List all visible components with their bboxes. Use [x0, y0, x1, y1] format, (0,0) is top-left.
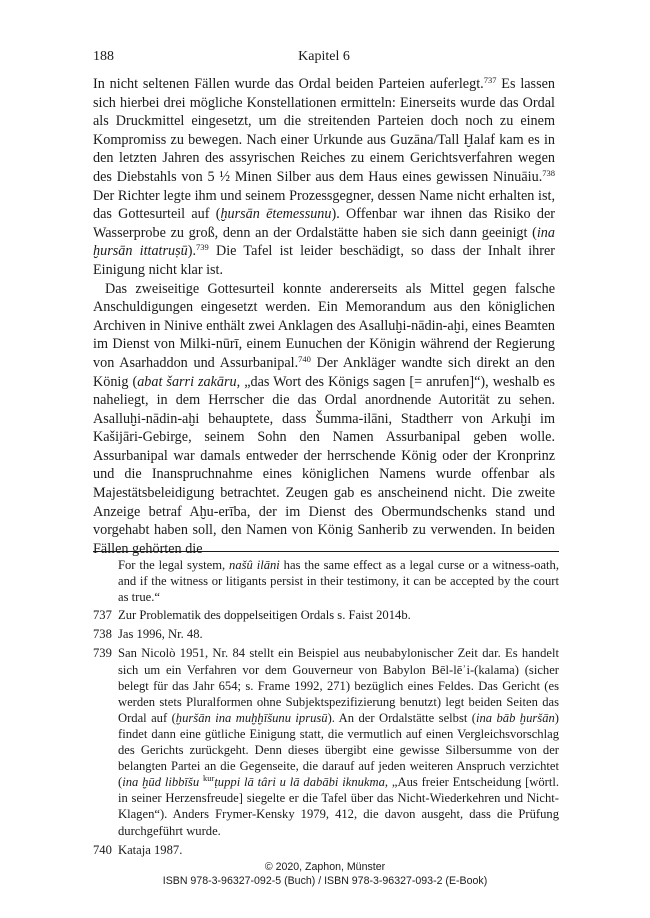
paragraph-2: Das zweiseitige Gottesurteil konnte andererseits als Mittel gegen falsche Anschuldigungen eingesetzt werden. Ein Memorandum aus den königlichen Archiven in Ninive enthält zwei Anklagen des Asalluḫi-nādin-aḫi, eines Beamten im Dienst von Milki-nūrī, einem Eunuchen der Königin während der Regierung von Asarhaddon und Assurbanipal.$^{740}$ Der Ankläger wandte sich direkt an den König (abat šarri zakāru, „das Wort des Königs sagen [= anrufen]“), weshalb es naheliegt, in dem Herrscher die das Ordal anordnende Autorität zu sehen. Asalluḫi-nādin-aḫi behauptete, dass Šumma-ilāni, Stadtherr von Arkuḫi im Kašijāri-Gebirge, seinem Sohn den Namen Assurbanipal geben wolle. Assurbanipal war damals entweder der herrschende König oder der Kronprinz und die Inanspruchnahme eines königlichen Namens wurde offenbar als Majestätsbeleidigung betrachtet. Zeugen gab es anscheinend nicht. Die zweite Anzeige betraf Aḫu-erība, der im Dienst des Obermundschenks stand und vorgehabt haben soll, den Namen von König Sanherib zu verwenden. In beiden Fällen gehörten die: [93, 280, 556, 557]
footnotes: [93, 557, 559, 861]
footnote-ref-737[interactable]: 737: [483, 75, 497, 85]
footnote-ref-738[interactable]: 738: [542, 167, 555, 178]
footnote-number: 738: [93, 627, 112, 642]
footnote-740: 740 Kataja 1987.: [93, 842, 183, 857]
footnote-number: 737: [93, 608, 112, 623]
akkadian-term: ina ḫursān ittatruṣū: [93, 224, 555, 260]
copyright-footer: [0, 860, 650, 888]
footnote-739: 739 San Nicolò 1951, Nr. 84 stellt ein Beispiel aus neubabylonischer Zeit dar. Es handelt sich um ein Verfahren vor dem Gouverneur von Babylon Bēl-lēʾi-(kalama) (sicher belegt für das Jahr 654; s. Frame 1992, 271) bezüglich eines Feldes. Das Gericht (es werden stets Pluralformen ohne Subjektspezifizierung benutzt) legt beiden Seiten das Ordal auf (ḫuršān ina muḫḫīšunu iprusū). An der Ordalstätte selbst (ina bāb ḫuršān) findet dann eine gütliche Einigung statt, die vermutlich auf einen Vergleichsvorschlag des Gerichts zurückgeht. Denn dieses übergibt eine gewisse Silbersumme von der belangten Partei an die Gegenseite, die darauf auf jeden weiteren Anspruch verzichtet (ina ḫūd libbīšu $^{kur}$ṭuppi lā târi u lā dabābi iknukma, „Aus freier Entscheidung [wörtl. in seiner Herzensfreude] siegelte er die Tafel über das Nicht-Wiederkehren und Nicht-Klagen“). Anders Frymer-Kensky 1979, 412, die davon ausgeht, dass die Prüfung durchgeführt wurde.: [93, 646, 559, 838]
isbn-line: ISBN 978-3-96327-092-5 (Buch) / ISBN 978-3-96327-093-2 (E-Book): [162, 875, 488, 887]
footnote-ref-740[interactable]: 740: [298, 353, 311, 364]
akkadian-term: ḫursān ētemessunu: [220, 206, 332, 223]
chapter-title: Kapitel 6: [298, 49, 350, 64]
page-number: 188: [93, 49, 114, 64]
copyright-line: © 2020, Zaphon, Münster: [264, 861, 386, 873]
akkadian-term: abat šarri zakāru: [137, 373, 237, 390]
footnote-737: 737 Zur Problematik des doppelseitigen Ordals s. Faist 2014b.: [93, 608, 411, 623]
running-header: [93, 49, 555, 67]
footnote-divider: [93, 551, 559, 552]
footnote-738: 738 Jas 1996, Nr. 48.: [93, 627, 203, 642]
paragraph-1: In nicht seltenen Fällen wurde das Ordal beiden Parteien auferlegt.$^{737}$ Es lassen sich hierbei drei mögliche Konstellationen ermitteln: Einerseits wurde das Ordal als Druckmittel eingesetzt, um die streitenden Parteien doch noch zu einem Kompromiss zu bewegen. Nach einer Urkunde aus Guzāna/Tall Ḫalaf kam es in den letzten Jahren des assyrischen Reiches zu einem Gerichtsverfahren wegen des Diebstahls von 5 ½ Minen Silber aus dem Haus eines gewissen Ninuāiu.$^{738}$ Der Richter legte ihm und seinem Prozessgegner, dessen Name nicht erhalten ist, das Gottesurteil auf (ḫursān ētemessunu). Offenbar war ihnen das Risiko der Wasserprobe zu groß, denn an der Ordalstätte haben sie sich dann geeinigt (ina ḫursān ittatruṣū).$^{739}$ Die Tafel ist leider beschädigt, so dass der Inhalt ihrer Einigung nicht klar ist.: [93, 75, 556, 278]
footnote-continuation: For the legal system, našû ilāni has the same effect as a legal curse or a witness-oath, and if the witness or litigants persist in their testimony, it can be accepted by the court as true.“: [118, 558, 559, 605]
footnote-number: 739: [93, 646, 112, 661]
main-text: [93, 75, 555, 558]
footnote-number: 740: [93, 842, 112, 857]
footnote-ref-739[interactable]: 739: [196, 242, 209, 253]
